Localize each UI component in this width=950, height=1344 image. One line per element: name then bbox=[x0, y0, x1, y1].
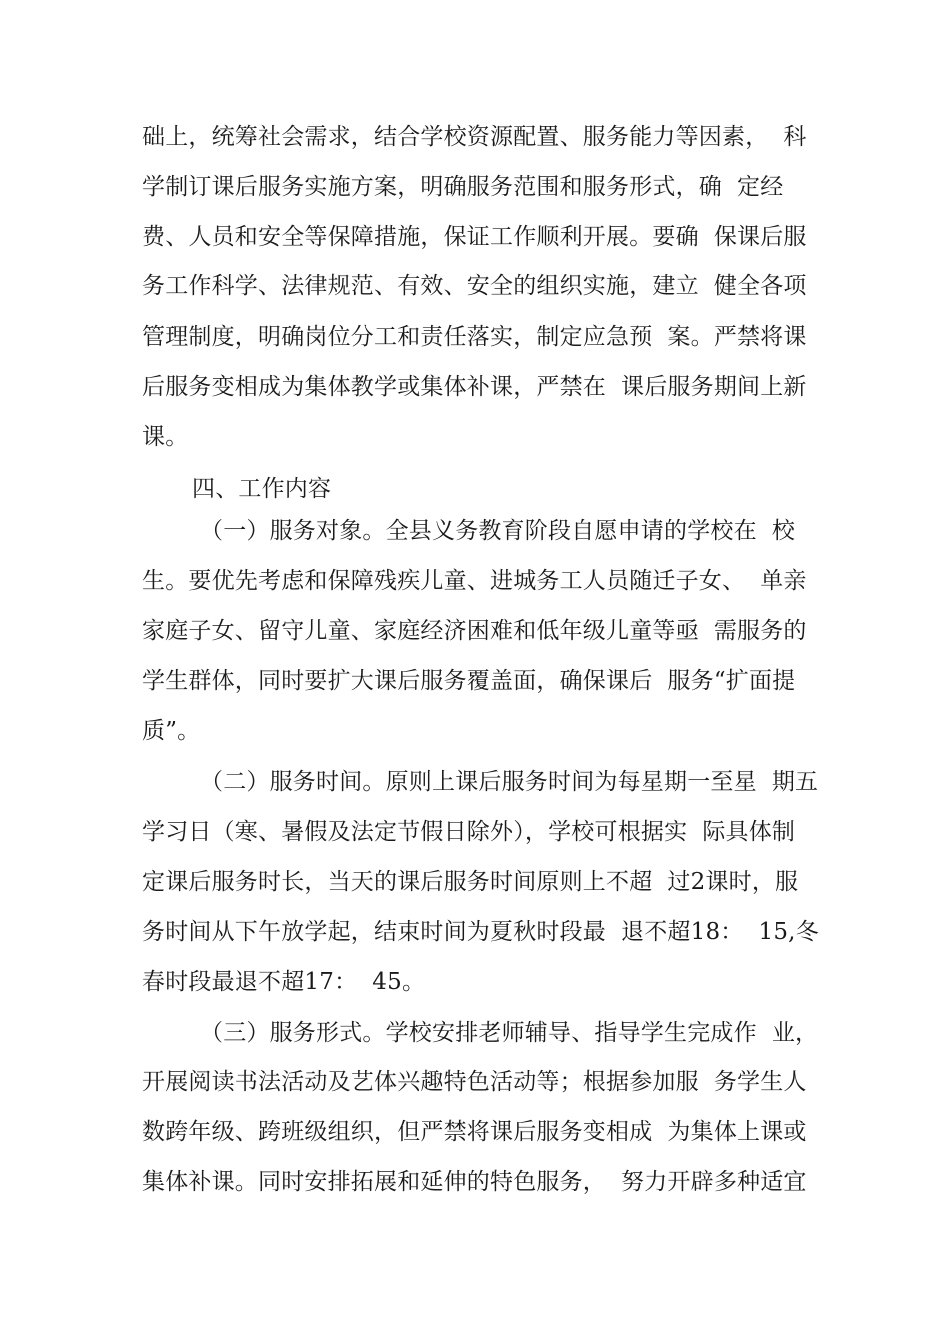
body-text-line: 春时段最退不超17： 45。 bbox=[142, 969, 426, 995]
body-text-line: （一）服务对象。全县义务教育阶段自愿申请的学校在 校 bbox=[200, 518, 796, 544]
body-text-line: （二）服务时间。原则上课后服务时间为每星期一至星 期五 bbox=[200, 769, 819, 795]
body-text-line: （三）服务形式。学校安排老师辅导、指导学生完成作 业， bbox=[200, 1020, 819, 1046]
body-text-line: 务工作科学、法律规范、有效、安全的组织实施，建立 健全各项 bbox=[142, 273, 807, 299]
body-text-line: 础上，统筹社会需求，结合学校资源配置、服务能力等因素， 科 bbox=[142, 124, 807, 150]
body-text-line: 后服务变相成为集体教学或集体补课，严禁在 课后服务期间上新 bbox=[142, 374, 807, 400]
body-text-line: 生。要优先考虑和保障残疾儿童、进城务工人员随迁子女、 单亲 bbox=[142, 568, 807, 594]
body-text-line: 集体补课。同时安排拓展和延伸的特色服务， 努力开辟多种适宜 bbox=[142, 1169, 807, 1195]
body-text-line: 费、人员和安全等保障措施，保证工作顺利开展。要确 保课后服 bbox=[142, 224, 807, 250]
section-heading: 四、工作内容 bbox=[192, 476, 332, 502]
body-text-line: 定课后服务时长，当天的课后服务时间原则上不超 过2课时，服 bbox=[142, 869, 799, 895]
body-text-line: 课。 bbox=[142, 424, 189, 450]
body-text-line: 学习日（寒、暑假及法定节假日除外），学校可根据实 际具体制 bbox=[142, 819, 796, 845]
body-text-line: 务时间从下午放学起，结束时间为夏秋时段最 退不超18： 15,冬 bbox=[142, 919, 819, 945]
body-text-line: 学生群体，同时要扩大课后服务覆盖面，确保课后 服务“扩面提 bbox=[142, 668, 796, 694]
body-text-line: 开展阅读书法活动及艺体兴趣特色活动等；根据参加服 务学生人 bbox=[142, 1069, 807, 1095]
body-text-line: 质”。 bbox=[142, 718, 201, 744]
body-text-line: 数跨年级、跨班级组织，但严禁将课后服务变相成 为集体上课或 bbox=[142, 1119, 807, 1145]
body-text-line: 家庭子女、留守儿童、家庭经济困难和低年级儿童等亟 需服务的 bbox=[142, 618, 807, 644]
body-text-line: 管理制度，明确岗位分工和责任落实，制定应急预 案。严禁将课 bbox=[142, 324, 807, 350]
body-text-line: 学制订课后服务实施方案，明确服务范围和服务形式，确 定经 bbox=[142, 174, 784, 200]
